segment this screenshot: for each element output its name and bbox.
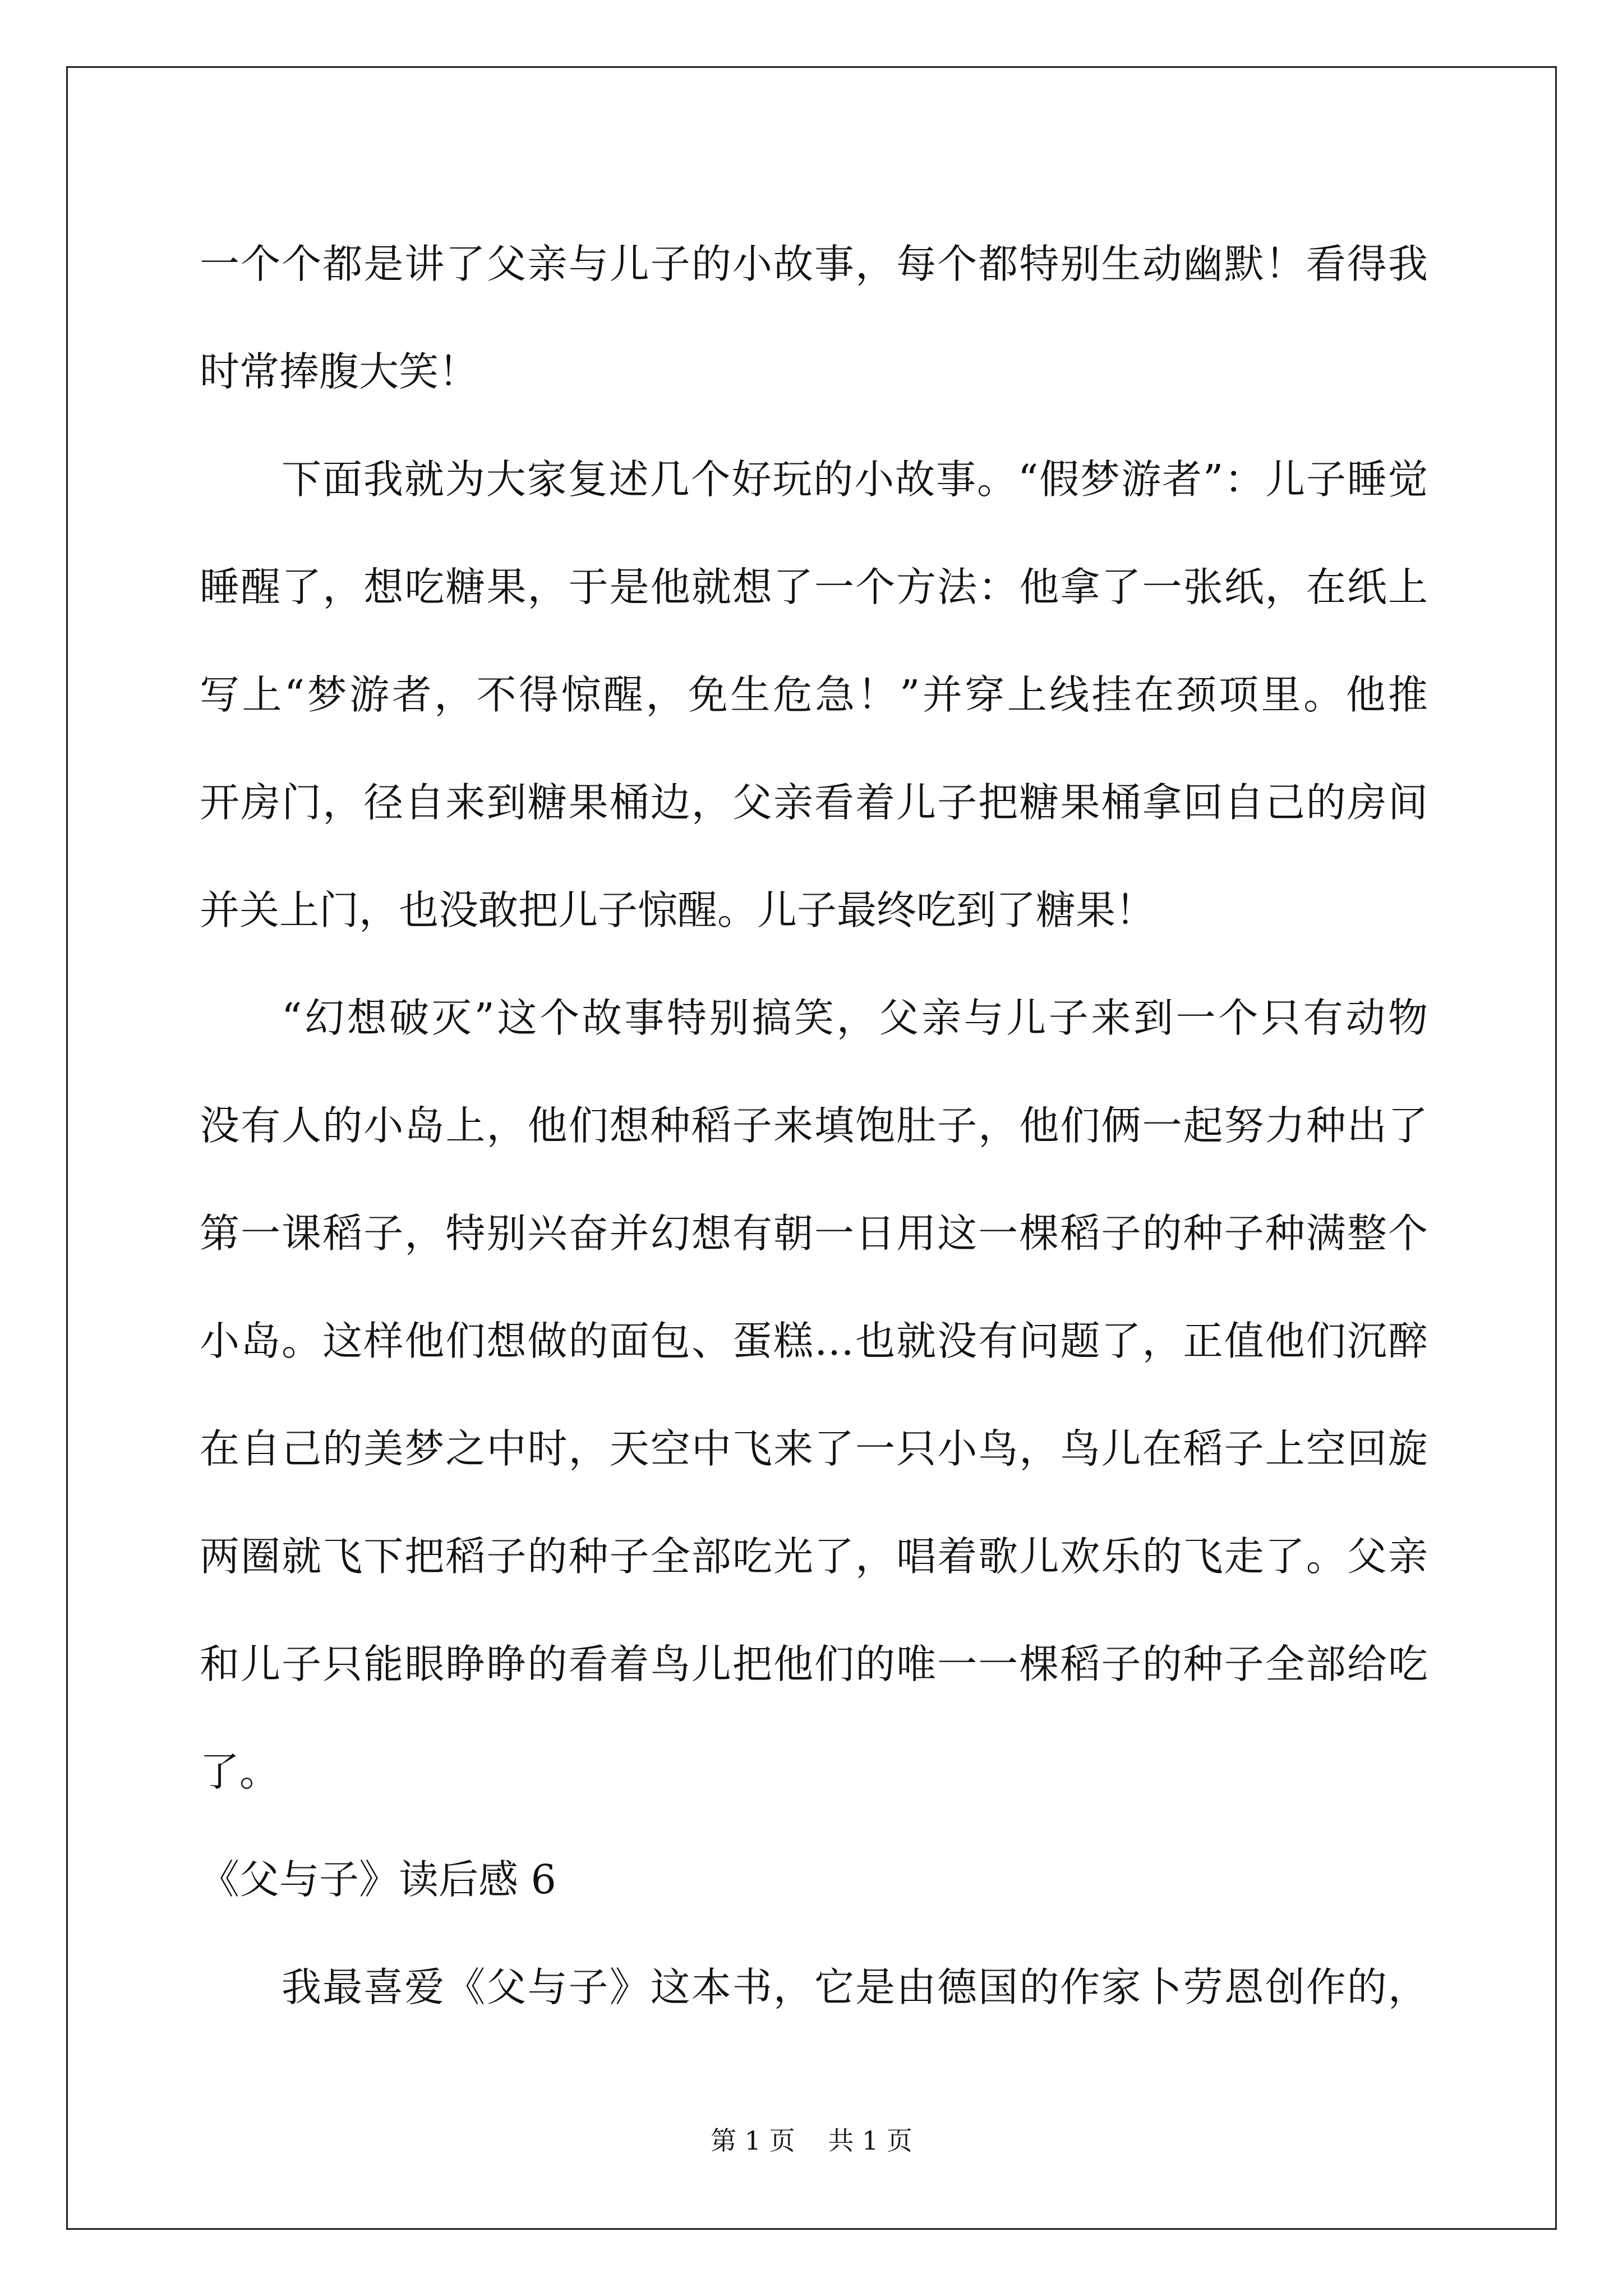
text-line: 并关上门，也没敢把儿子惊醒。儿子最终吃到了糖果！ [200, 887, 1156, 933]
text-line: “幻想破灭”这个故事特别搞笑，父亲与儿子来到一个只有动物 [282, 995, 1428, 1041]
page-footer [0, 2120, 1623, 2157]
text-line: 没有人的小岛上，他们想种稻子来填饱肚子，他们俩一起努力种出了 [200, 1102, 1428, 1149]
text-line: 小岛。这样他们想做的面包、蛋糕…也就没有问题了，正值他们沉醉 [200, 1318, 1428, 1364]
text-line: 下面我就为大家复述几个好玩的小故事。“假梦游者”：儿子睡觉 [282, 456, 1428, 503]
text-line: 第一课稻子，特别兴奋并幻想有朝一日用这一棵稻子的种子种满整个 [200, 1210, 1428, 1257]
text-line: 和儿子只能眼睁睁的看着鸟儿把他们的唯一一棵稻子的种子全部给吃 [200, 1641, 1428, 1687]
text-line: 一个个都是讲了父亲与儿子的小故事，每个都特别生动幽默！看得我 [200, 241, 1428, 287]
document-body [200, 210, 1428, 2041]
paragraph-3 [200, 964, 1428, 1826]
text-line: 写上“梦游者，不得惊醒，免生危急！”并穿上线挂在颈项里。他推 [200, 671, 1428, 718]
page-total: 共 1 页 [828, 2125, 912, 2156]
paragraph-1 [200, 210, 1428, 426]
text-line: 在自己的美梦之中时，天空中飞来了一只小鸟，鸟儿在稻子上空回旋 [200, 1425, 1428, 1472]
text-line: 我最喜爱《父与子》这本书，它是由德国的作家卜劳恩创作的， [282, 1964, 1428, 2010]
text-line: 了。 [200, 1749, 280, 1795]
text-line: 开房门，径自来到糖果桶边，父亲看着儿子把糖果桶拿回自己的房间 [200, 779, 1428, 826]
section-heading: 《父与子》读后感 6 [200, 1856, 556, 1903]
text-line: 时常捧腹大笑！ [200, 348, 479, 395]
paragraph-4 [200, 1934, 1428, 2041]
paragraph-2 [200, 426, 1428, 964]
text-line: 两圈就飞下把稻子的种子全部吃光了，唱着歌儿欢乐的飞走了。父亲 [200, 1533, 1428, 1580]
text-line: 睡醒了，想吃糖果，于是他就想了一个方法：他拿了一张纸，在纸上 [200, 564, 1428, 610]
page-number: 第 1 页 [711, 2125, 795, 2156]
